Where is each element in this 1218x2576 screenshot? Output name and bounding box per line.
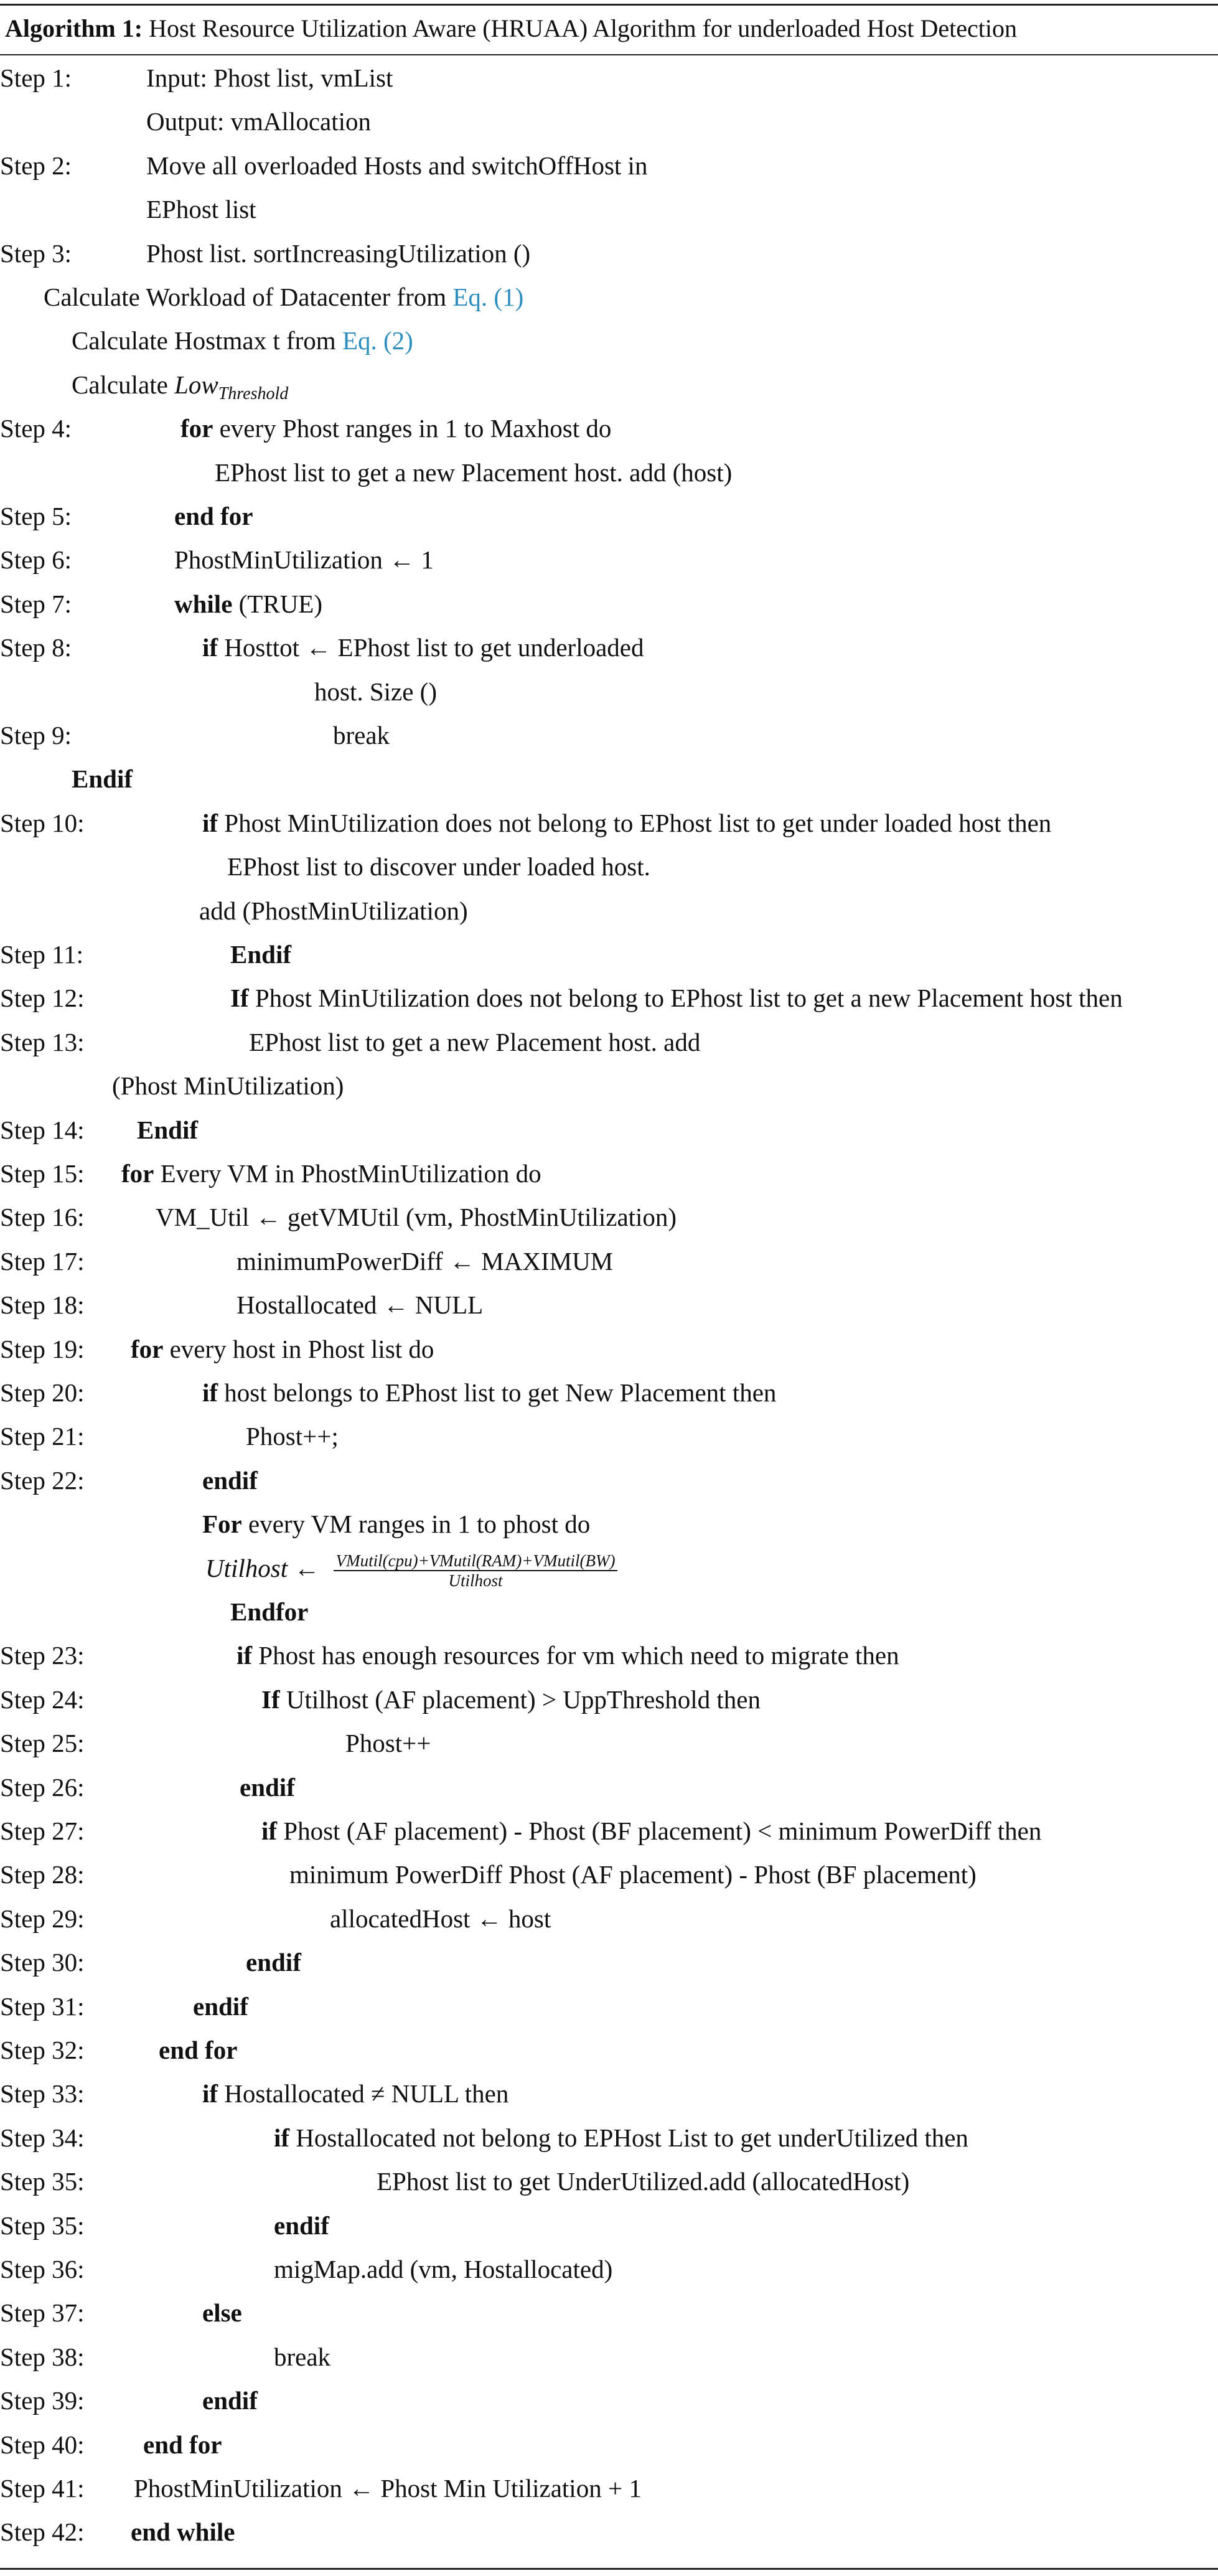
keyword: For	[202, 1510, 242, 1539]
step-label: Step 5:	[0, 502, 72, 530]
keyword: endif	[274, 2211, 329, 2240]
step-text	[202, 626, 644, 669]
keyword: if	[274, 2123, 290, 2152]
fraction	[334, 1551, 618, 1590]
step-label: Step 33:	[0, 2079, 85, 2108]
step-text	[159, 2028, 237, 2072]
step-label: Step 2:	[0, 151, 72, 180]
step-text	[146, 187, 256, 231]
step-text-part: Calculate Hostmax t from	[72, 326, 342, 355]
fraction-denominator: Utilhost	[448, 1571, 503, 1591]
step-text	[146, 144, 647, 187]
step-text	[193, 1985, 248, 2028]
keyword: if	[202, 1378, 218, 1407]
step-text	[249, 1020, 700, 1064]
step-text-part: Calculate	[72, 370, 175, 399]
step-text	[237, 1283, 483, 1327]
step-text	[131, 2510, 235, 2554]
step-text	[180, 407, 611, 450]
step-text-part: PhostMinUtilization ← Phost Min Utilization + 1	[134, 2474, 642, 2503]
keyword: If	[261, 1685, 280, 1714]
keyword: Endif	[137, 1115, 198, 1144]
step-text	[230, 933, 291, 976]
step-label: Step 38:	[0, 2342, 85, 2371]
step-text	[143, 2423, 222, 2466]
step-text	[174, 538, 434, 581]
step-text-part: Phost list. sortIncreasingUtilization ()	[146, 238, 531, 268]
keyword: Endif	[230, 940, 291, 969]
step-label: Step 10:	[0, 808, 85, 837]
step-label: Step 26:	[0, 1772, 85, 1802]
step-text	[202, 1502, 590, 1546]
step-label: Step 6:	[0, 545, 72, 575]
step-label: Step 17:	[0, 1246, 85, 1276]
step-text	[146, 232, 530, 275]
step-text-part: Input: Phost list, vmList	[146, 63, 393, 92]
step-text-part: break	[274, 2342, 331, 2371]
step-text-part: EPhost list to discover under loaded host.	[227, 852, 650, 881]
step-text-part: Phost (AF placement) - Phost (BF placement) < minimum PowerDiff then	[277, 1817, 1042, 1845]
step-label: Step 4:	[0, 414, 72, 443]
step-label: Step 39:	[0, 2386, 85, 2415]
step-label: Step 40:	[0, 2430, 85, 2459]
step-text	[289, 1853, 977, 1896]
step-text	[202, 801, 1051, 845]
keyword: endif	[202, 2386, 258, 2415]
keyword: Endif	[72, 764, 133, 794]
step-text-part: VM_Util ← getVMUtil (vm, PhostMinUtilization)	[156, 1203, 677, 1232]
step-text-part: Phost MinUtilization does not belong to EPhost list to get under loaded host then	[218, 808, 1052, 837]
step-label: Step 22:	[0, 1465, 85, 1495]
step-text	[202, 2291, 242, 2334]
step-text-part: EPhost list to get a new Placement host. add (host)	[215, 458, 733, 487]
header-rule	[0, 54, 1218, 55]
step-text	[230, 1590, 308, 1634]
step-label: Step 20:	[0, 1378, 85, 1407]
step-text	[237, 1634, 899, 1677]
step-text	[137, 1108, 198, 1152]
step-text	[72, 757, 133, 801]
step-text-part: EPhost list	[146, 195, 256, 224]
step-text-part: ←	[288, 1553, 326, 1582]
step-text	[131, 1327, 434, 1371]
keyword: while	[174, 589, 233, 618]
step-text-part: Phost++	[345, 1729, 431, 1758]
step-label: Step 27:	[0, 1817, 85, 1845]
step-text	[174, 582, 322, 626]
step-label: Step 21:	[0, 1422, 85, 1451]
step-text-part: Hostallocated ← NULL	[237, 1290, 484, 1320]
step-text	[202, 1459, 258, 1502]
step-label: Step 13:	[0, 1027, 85, 1056]
step-text	[134, 2466, 642, 2510]
step-text-part: allocatedHost ← host	[330, 1904, 551, 1933]
step-text	[202, 2072, 508, 2115]
step-label: Step 37:	[0, 2298, 85, 2328]
step-text	[112, 1064, 344, 1107]
step-label: Step 18:	[0, 1290, 85, 1320]
step-text-part: (TRUE)	[232, 589, 323, 618]
step-text-part: host belongs to EPhost list to get New Placement then	[218, 1378, 777, 1407]
keyword: if	[237, 1641, 253, 1670]
step-label: Step 15:	[0, 1159, 85, 1188]
step-text-part: every Phost ranges in 1 to Maxhost do	[213, 414, 612, 443]
step-label: Step 8:	[0, 633, 72, 662]
step-label: Step 1:	[0, 63, 72, 92]
step-text-part: Hosttot ← EPhost list to get underloaded	[218, 633, 644, 662]
keyword: endif	[193, 1991, 248, 2021]
step-text-part: migMap.add (vm, Hostallocated)	[274, 2255, 613, 2283]
step-label: Step 9:	[0, 721, 72, 750]
step-text	[146, 100, 371, 143]
keyword: end for	[159, 2036, 238, 2064]
step-label: Step 24:	[0, 1685, 85, 1714]
fraction-numerator: VMutil(cpu)+VMutil(RAM)+VMutil(BW)	[334, 1551, 618, 1571]
step-label: Step 25:	[0, 1729, 85, 1758]
step-text-part: EPhost list to get a new Placement host. add	[249, 1027, 701, 1056]
step-text-part: Phost++;	[246, 1422, 339, 1451]
math-symbol: Utilhost	[205, 1553, 288, 1582]
step-label: Step 11:	[0, 940, 84, 969]
keyword: for	[180, 414, 213, 443]
step-label: Step 35:	[0, 2167, 85, 2196]
step-text	[146, 56, 393, 100]
step-text	[377, 2160, 909, 2203]
step-text	[215, 451, 732, 494]
step-text-part: EPhost list to get UnderUtilized.add (allocatedHost)	[377, 2167, 910, 2196]
step-text	[199, 889, 468, 933]
step-text-part: (Phost MinUtilization)	[112, 1071, 344, 1101]
step-label: Step 32:	[0, 2036, 85, 2064]
keyword: end for	[143, 2430, 222, 2459]
step-text	[237, 1239, 613, 1283]
keyword: endif	[246, 1948, 301, 1977]
step-label: Step 3:	[0, 238, 72, 268]
step-text	[274, 2335, 330, 2379]
keyword: If	[230, 984, 249, 1013]
top-rule	[0, 4, 1218, 6]
step-text-part: Phost MinUtilization does not belong to EPhost list to get a new Placement host then	[248, 984, 1123, 1013]
keyword: for	[121, 1159, 154, 1188]
step-label: Step 41:	[0, 2474, 85, 2503]
keyword: if	[202, 2079, 218, 2108]
step-text-part: Utilhost (AF placement) > UppThreshold then	[279, 1685, 761, 1714]
keyword: end for	[174, 502, 253, 530]
step-label: Step 35:	[0, 2211, 85, 2240]
step-text	[246, 1940, 301, 1984]
step-label: Step 28:	[0, 1860, 85, 1889]
step-label: Step 14:	[0, 1115, 85, 1144]
step-text-part: break	[333, 721, 390, 750]
step-text	[240, 1765, 295, 1809]
bottom-rule	[0, 2568, 1218, 2570]
step-text	[227, 845, 650, 888]
step-text	[44, 275, 523, 319]
keyword: else	[202, 2298, 242, 2328]
equation-link[interactable]: Eq. (1)	[452, 283, 524, 311]
step-text	[230, 976, 1123, 1020]
step-text	[174, 494, 253, 538]
step-text	[330, 1897, 551, 1940]
step-text-part: Every VM in PhostMinUtilization do	[154, 1159, 541, 1188]
keyword: for	[131, 1334, 164, 1363]
step-text	[333, 713, 390, 757]
step-label: Step 19:	[0, 1334, 85, 1363]
step-text-part: PhostMinUtilization ← 1	[174, 545, 434, 575]
step-text-part: Output: vmAllocation	[146, 107, 371, 136]
step-text-part: Hostallocated ≠ NULL then	[218, 2079, 509, 2108]
step-text	[274, 2247, 612, 2291]
step-label: Step 36:	[0, 2255, 85, 2283]
step-text-part: add (PhostMinUtilization)	[199, 896, 468, 925]
step-text	[274, 2204, 329, 2247]
step-label: Step 29:	[0, 1904, 85, 1933]
step-text	[121, 1152, 541, 1195]
step-text	[205, 1546, 617, 1591]
step-text-part: Calculate Workload of Datacenter from	[44, 283, 453, 311]
keyword: Endfor	[230, 1597, 309, 1626]
step-label: Step 30:	[0, 1948, 85, 1977]
step-text-part: minimumPowerDiff ← MAXIMUM	[237, 1246, 614, 1276]
step-text-part: host. Size ()	[314, 677, 437, 706]
equation-link[interactable]: Eq. (2)	[342, 326, 413, 355]
step-text-part: every host in Phost list do	[163, 1334, 434, 1363]
step-label: Step 42:	[0, 2517, 85, 2547]
step-text	[246, 1414, 339, 1458]
step-label: Step 31:	[0, 1991, 85, 2021]
step-label: Step 12:	[0, 984, 85, 1013]
algorithm-title	[5, 14, 1017, 43]
keyword: endif	[240, 1772, 295, 1802]
algorithm-label: Algorithm 1:	[5, 14, 143, 42]
step-text	[72, 319, 413, 362]
step-label: Step 34:	[0, 2123, 85, 2152]
step-label: Step 16:	[0, 1203, 85, 1232]
step-text	[261, 1678, 761, 1721]
keyword: if	[261, 1817, 278, 1845]
step-label: Step 7:	[0, 589, 72, 618]
step-text	[314, 670, 437, 713]
step-text	[345, 1721, 431, 1765]
step-text	[202, 1371, 776, 1414]
step-text	[156, 1195, 677, 1239]
subscript: Threshold	[218, 383, 289, 403]
step-text-part: Phost has enough resources for vm which need to migrate then	[252, 1641, 899, 1670]
step-text-part: Hostallocated not belong to EPHost List to get underUtilized then	[289, 2123, 968, 2152]
step-text	[261, 1809, 1041, 1853]
algorithm-name: Host Resource Utilization Aware (HRUAA) Algorithm for underloaded Host Detection	[149, 14, 1017, 42]
step-text	[202, 2379, 258, 2422]
keyword: endif	[202, 1465, 258, 1495]
step-text-part: minimum PowerDiff Phost (AF placement) - Phost (BF placement)	[289, 1860, 977, 1889]
keyword: end while	[131, 2517, 235, 2547]
keyword: if	[202, 633, 218, 662]
step-text	[274, 2116, 968, 2160]
step-label: Step 23:	[0, 1641, 85, 1670]
math-symbol: Low	[174, 370, 218, 399]
step-text-part: every VM ranges in 1 to phost do	[241, 1510, 591, 1539]
step-text-part: Move all overloaded Hosts and switchOffHost in	[146, 151, 648, 180]
keyword: if	[202, 808, 218, 837]
